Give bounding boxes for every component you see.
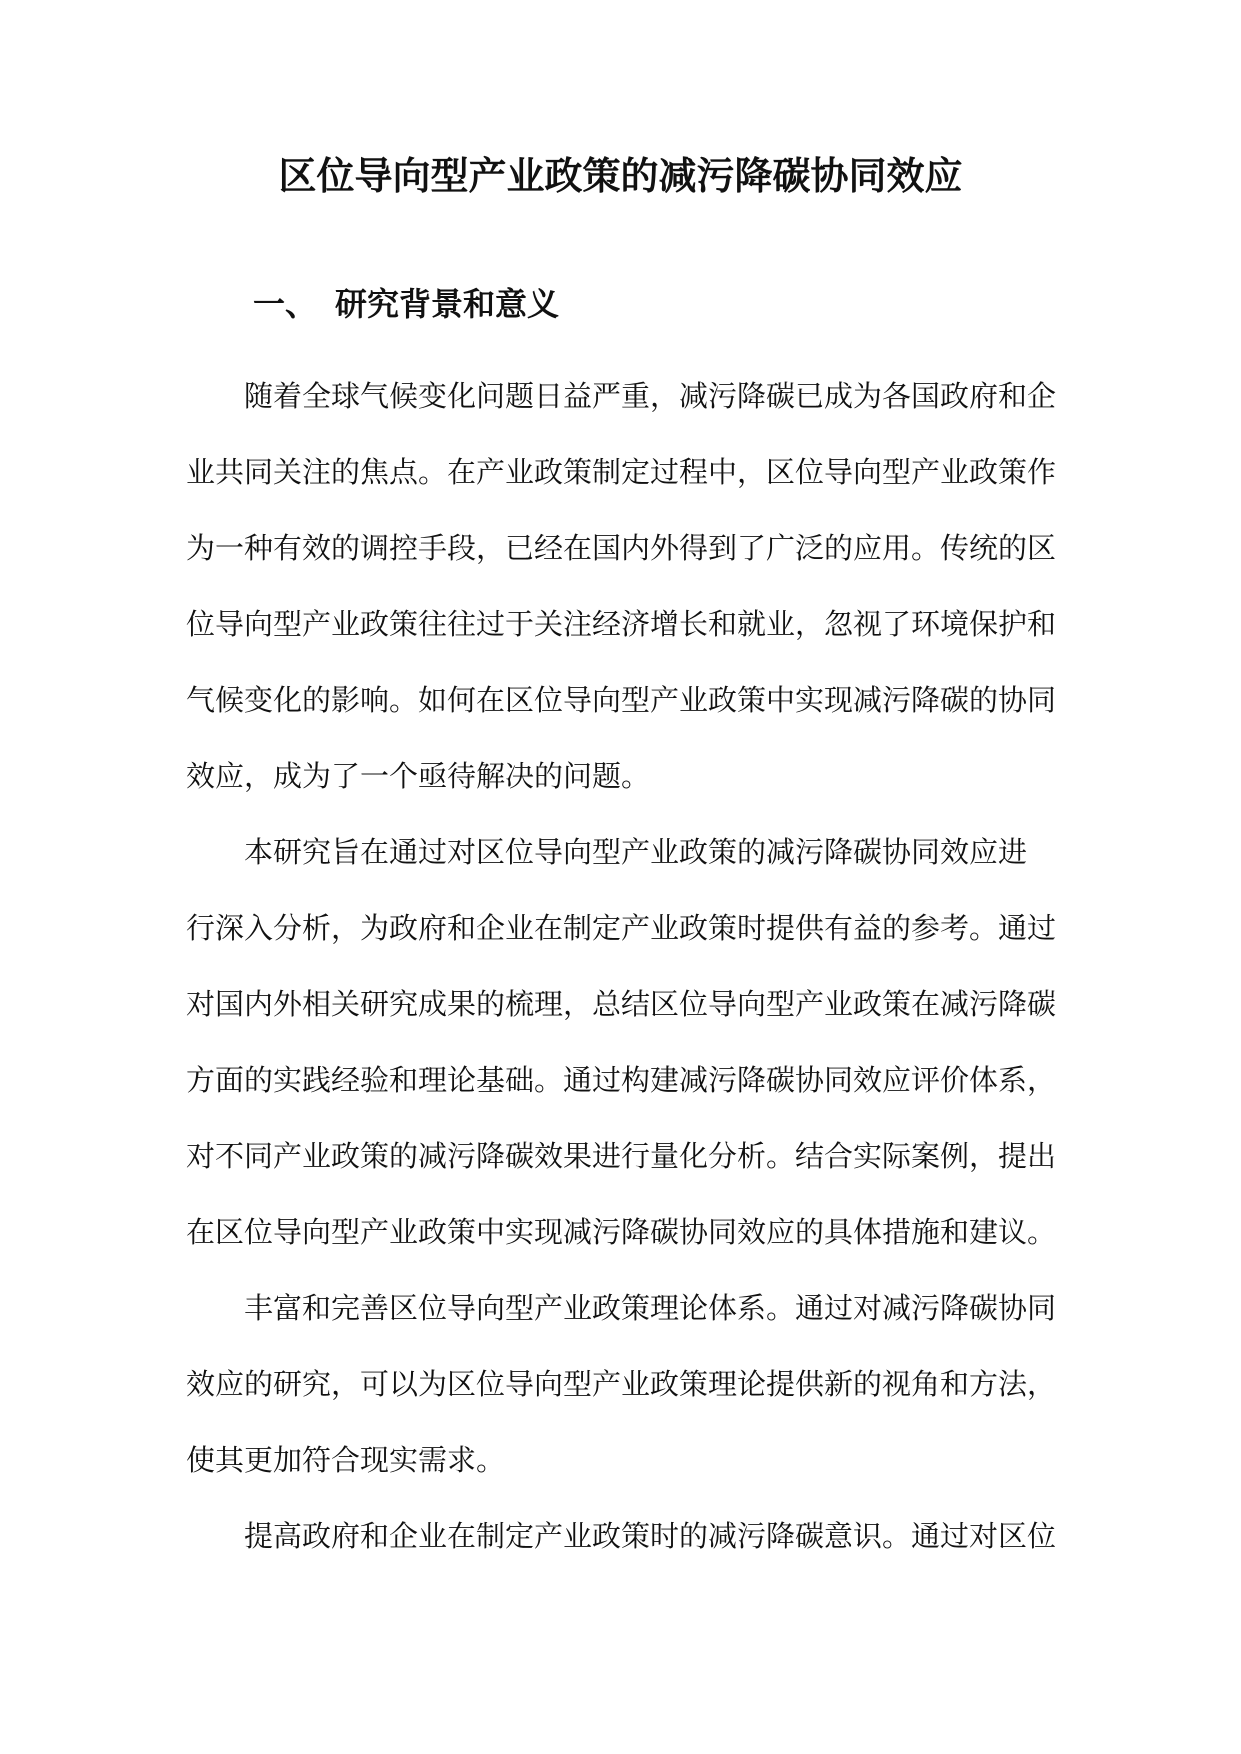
paragraph-line: 随着全球气候变化问题日益严重，减污降碳已成为各国政府和企 [244,379,1057,413]
paragraph [186,1270,1056,1498]
section-number: 一、 [253,285,318,323]
paragraph-line: 对国内外相关研究成果的梳理，总结区位导向型产业政策在减污降碳 [186,987,1057,1021]
paragraph-line: 效应的研究，可以为区位导向型产业政策理论提供新的视角和方法， [186,1367,1057,1401]
section-heading [253,280,559,328]
paragraph-line: 位导向型产业政策往往过于关注经济增长和就业，忽视了环境保护和 [186,607,1057,641]
paragraph-line: 气候变化的影响。如何在区位导向型产业政策中实现减污降碳的协同 [186,683,1057,717]
paragraph-line: 本研究旨在通过对区位导向型产业政策的减污降碳协同效应进 [244,835,1028,869]
paragraph-line: 提高政府和企业在制定产业政策时的减污降碳意识。通过对区位 [244,1519,1057,1553]
paragraph [186,814,1056,1270]
paragraph-line: 对不同产业政策的减污降碳效果进行量化分析。结合实际案例，提出 [186,1139,1057,1173]
paragraph-line: 使其更加符合现实需求。 [186,1443,506,1477]
paragraph-line: 丰富和完善区位导向型产业政策理论体系。通过对减污降碳协同 [244,1291,1057,1325]
section-title: 研究背景和意义 [335,285,560,323]
paragraph-line: 方面的实践经验和理论基础。通过构建减污降碳协同效应评价体系， [186,1063,1057,1097]
document-title: 区位导向型产业政策的减污降碳协同效应 [278,153,963,198]
paragraph [186,358,1056,814]
paragraph-line: 业共同关注的焦点。在产业政策制定过程中，区位导向型产业政策作 [186,455,1057,489]
paragraph [186,1498,1056,1574]
paragraph-line: 效应，成为了一个亟待解决的问题。 [186,759,651,793]
document-body [186,358,1056,1574]
paragraph-line: 在区位导向型产业政策中实现减污降碳协同效应的具体措施和建议。 [186,1215,1057,1249]
paragraph-line: 为一种有效的调控手段，已经在国内外得到了广泛的应用。传统的区 [186,531,1057,565]
paragraph-line: 行深入分析，为政府和企业在制定产业政策时提供有益的参考。通过 [186,911,1057,945]
